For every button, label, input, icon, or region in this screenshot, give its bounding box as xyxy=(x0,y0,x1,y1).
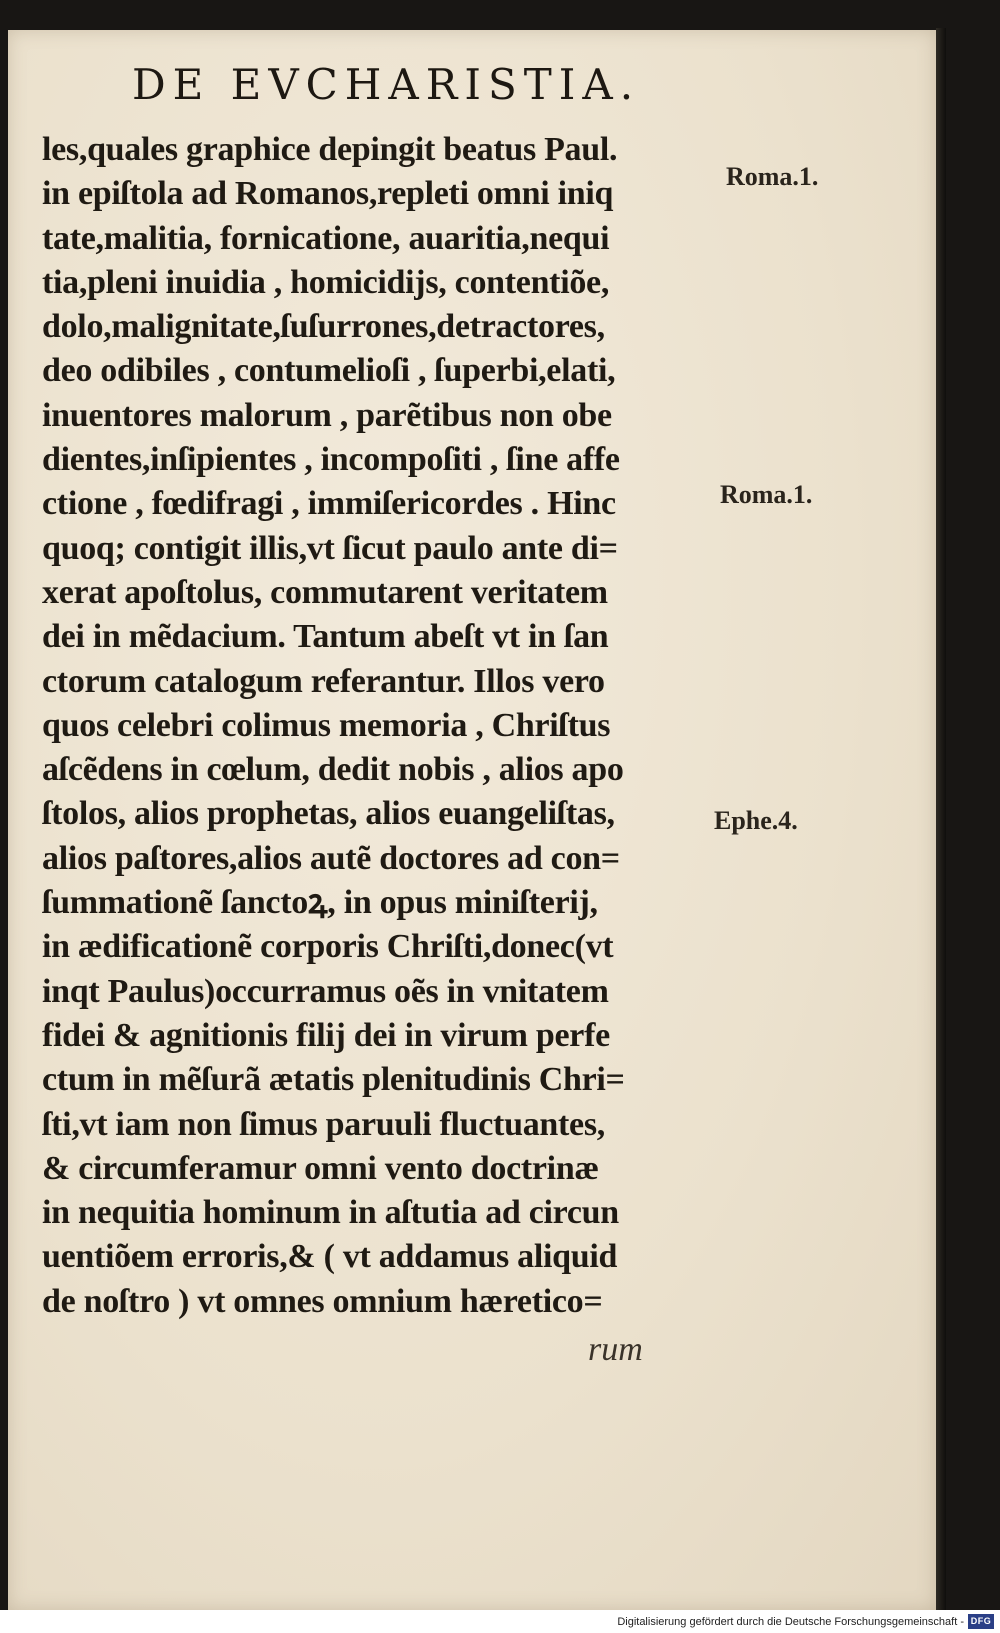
dfg-logo-icon: DFG xyxy=(968,1614,994,1629)
margin-note-romans: Roma.1. xyxy=(726,162,819,191)
text-line: ctione , fœdifragi , immiſericordes . Hinc xyxy=(42,485,616,523)
text-line: in nequitia hominum in aſtutia ad circun xyxy=(42,1194,619,1232)
body-text xyxy=(42,128,702,1324)
text-line: dolo,malignitate,ſuſurrones,detractores, xyxy=(42,308,605,346)
text-line: & circumferamur omni vento doctrinæ xyxy=(42,1149,599,1187)
text-line: dei in mẽdacium. Tantum abeſt vt in ſan xyxy=(42,618,609,656)
text-line: les,quales graphice depingit beatus Paul. xyxy=(42,131,618,168)
text-line: inqt Paulus)occurramus oẽs in vnitatem xyxy=(42,972,609,1010)
running-head: DE EVCHARISTIA. xyxy=(132,60,641,109)
text-line: ſtolos, alios prophetas, alios euangeliſtas, xyxy=(42,795,615,833)
text-line: quos celebri colimus memoria , Chriſtus xyxy=(42,706,611,744)
funding-credit: Digitalisierung gefördert durch die Deutsche Forschungsgemeinschaft - xyxy=(617,1616,964,1628)
text-line: dientes,inſipientes , incompoſiti , ſine affe xyxy=(42,441,620,479)
text-line: ctum in mẽſurã ætatis plenitudinis Chri= xyxy=(42,1061,625,1099)
margin-note-romans: Roma.1. xyxy=(720,480,813,509)
text-line: in ædificationẽ corporis Chriſti,donec(vt xyxy=(42,928,614,966)
text-line: fidei & agnitionis filij dei in virum perfe xyxy=(42,1016,610,1054)
text-line: ctorum catalogum referantur. Illos vero xyxy=(42,662,605,700)
text-line: alios paſtores,alios autẽ doctores ad con= xyxy=(42,839,620,877)
text-line: aſcẽdens in cœlum, dedit nobis , alios apo xyxy=(42,751,624,789)
text-line: in epiſtola ad Romanos,repleti omni iniq xyxy=(42,175,614,213)
text-line: inuentores malorum , parẽtibus non obe xyxy=(42,396,612,434)
text-line: ſti,vt iam non ſimus paruuli fluctuantes, xyxy=(42,1105,605,1143)
text-line: tia,pleni inuidia , homicidijs, contentiõe, xyxy=(42,263,610,301)
text-line: deo odibiles , contumelioſi , ſuperbi,elati, xyxy=(42,352,616,390)
text-line: xerat apoſtolus, commutarent veritatem xyxy=(42,573,608,611)
page-edge-shadow xyxy=(936,28,946,1612)
text-line: uentiõem erroris,& ( vt addamus aliquid xyxy=(42,1238,618,1276)
text-line: quoq; contigit illis,vt ſicut paulo ante di= xyxy=(42,529,618,567)
text-line: tate,malitia, fornicatione, auaritia,nequi xyxy=(42,219,610,257)
margin-note-ephesians: Ephe.4. xyxy=(714,806,798,835)
text-line: de noſtro ) vt omnes omnium hæretico= xyxy=(42,1282,603,1320)
text-line: ſummationẽ ſanctoꝝ, in opus miniſterij, xyxy=(42,884,598,922)
catchword: rum xyxy=(588,1331,643,1368)
